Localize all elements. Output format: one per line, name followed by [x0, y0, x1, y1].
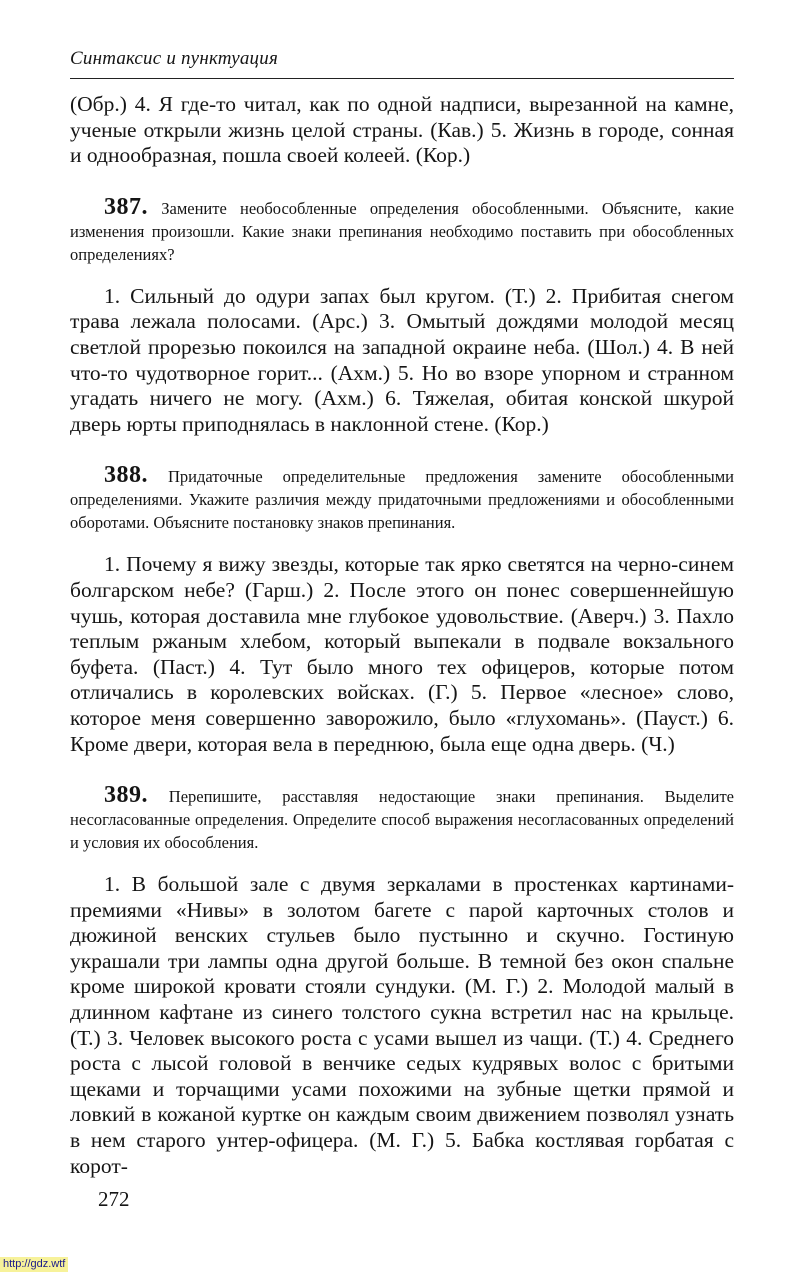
page-number: 272: [98, 1187, 130, 1211]
exercise-number: 388.: [104, 462, 148, 489]
exercise-number: 389.: [104, 782, 148, 809]
continuation-text: (Обр.) 4. Я где-то читал, как по одной надписи, вырезанной на камне, ученые открыли жизнь целой страны. (Кав.) 5. Жизнь в городе, сонная и однообразная, пошла своей колеей. (Кор.): [70, 92, 734, 168]
exercise-task: [70, 784, 734, 854]
header-rule: [70, 78, 734, 79]
exercise-task-text: Придаточные определительные предложения замените обособленными определениями. Укажите различия между придаточными предложениями и обособленными оборотами. Объясните постановку знаков препинания.: [70, 467, 735, 533]
exercise-388: [70, 464, 734, 757]
exercise-text: 1. В большой зале с двумя зеркалами в простенках картинами-премиями «Нивы» в золотом багете с парой карточных столов и дюжиной венских стульев было пустынно и скучно. Гостиную украшали три лампы одна другой больше. В темной без окон спальне кроме широкой кровати стояли сундуки. (М. Г.) 2. Молодой малый в длинном кафтане из синего толстого сукна встретил нас на крыльце. (Т.) 3. Человек высокого роста с усами вышел из чащи. (Т.) 4. Среднего роста с лысой головой в венчике седых кудрявых волос с бритыми щеками и торчащими усами похожими на зубные щетки прямой и ловкий в кожаной куртке он каждым своим движением позволял узнать в нем старого унтер-офицера. (М. Г.) 5. Бабка костлявая горбатая с корот-: [70, 872, 734, 1178]
exercise-387: [70, 193, 734, 438]
exercise-text: 1. Почему я вижу звезды, которые так ярко светятся на черно-синем болгарском небе? (Гарш.) 2. После этого он понес совершеннейшую чушь, которая доставила мне глубокое удовольствие. (Аверч.) 3. Пахло теплым ржаным хлебом, который выпекали в подвале вокзального буфета. (Паст.) 4. Тут было много тех офицеров, которые потом отличались в королевских войсках. (Г.) 5. Первое «лесное» слово, которое меня совершенно заворожило, было «глухомань». (Пауст.) 6. Кроме двери, которая вела в переднюю, была еще одна дверь. (Ч.): [70, 552, 734, 756]
exercise-task-text: Перепишите, расставляя недостающие знаки препинания. Выделите несогласованные определения. Определите способ выражения несогласованных определений и условия их обособления.: [70, 787, 734, 853]
exercise-number: 387.: [104, 193, 148, 220]
exercise-text: 1. Сильный до одури запах был кругом. (Т.) 2. Прибитая снегом трава лежала полосами. (Арс.) 3. Омытый дождями молодой месяц светлой прорезью покоился на западной окраине неба. (Шол.) 4. В ней что-то чудотворное горит... (Ахм.) 5. Но во взоре упорном и странном угадать ничего не могу. (Ахм.) 6. Тяжелая, обитая конской шкурой дверь юрты приподнялась в наклонной стене. (Кор.): [70, 283, 734, 436]
exercise-task: [70, 464, 734, 534]
exercise-task: [70, 193, 734, 266]
running-head: Синтаксис и пунктуация: [70, 48, 278, 69]
site-link[interactable]: http://gdz.wtf: [0, 1257, 68, 1272]
exercise-task-text: Замените необособленные определения обособленными. Объясните, какие изменения произошли. Какие знаки препинания необходимо поставить при обособленных определениях?: [70, 198, 734, 264]
page-content: [70, 92, 734, 1179]
exercise-389: [70, 784, 734, 1179]
